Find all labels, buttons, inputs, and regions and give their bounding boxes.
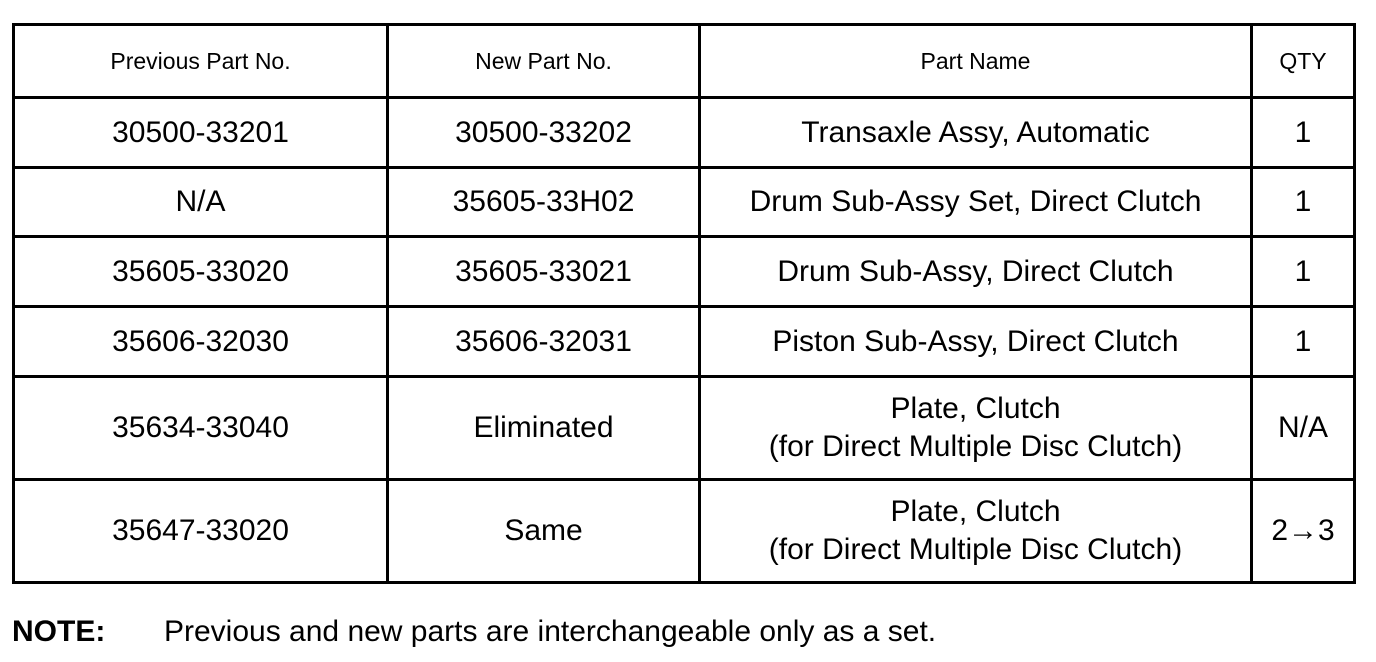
- part-name-line: Transaxle Assy, Automatic: [801, 115, 1150, 149]
- header-previous-part-no: Previous Part No.: [14, 25, 388, 98]
- table-row: [14, 167, 1355, 237]
- previous-part-no-cell: 35634-33040: [14, 376, 388, 479]
- previous-part-no-cell: 35647-33020: [14, 479, 388, 582]
- table-row: [14, 479, 1355, 582]
- qty-cell: 2→3: [1252, 479, 1355, 582]
- part-name-cell: [700, 479, 1252, 582]
- previous-part-no-cell: 35606-32030: [14, 307, 388, 377]
- new-part-no-cell: 35606-32031: [388, 307, 700, 377]
- qty-cell: 1: [1252, 167, 1355, 237]
- part-name-line: Plate, Clutch: [890, 392, 1061, 426]
- note-text: Previous and new parts are interchangeable only as a set.: [164, 615, 937, 648]
- table-row: [14, 237, 1355, 307]
- header-new-part-no: New Part No.: [388, 25, 700, 98]
- part-name-line: Drum Sub-Assy, Direct Clutch: [777, 255, 1174, 289]
- parts-table: [12, 23, 1356, 584]
- table-row: [14, 98, 1355, 168]
- part-name-line: Piston Sub-Assy, Direct Clutch: [772, 324, 1179, 358]
- part-name-cell: [700, 237, 1252, 307]
- header-part-name: Part Name: [700, 25, 1252, 98]
- part-name-line: (for Direct Multiple Disc Clutch): [768, 429, 1183, 463]
- new-part-no-cell: Same: [388, 479, 700, 582]
- qty-cell: 1: [1252, 307, 1355, 377]
- note: [12, 615, 936, 649]
- qty-cell: 1: [1252, 98, 1355, 168]
- qty-cell: 1: [1252, 237, 1355, 307]
- part-name-cell: [700, 167, 1252, 237]
- part-name-cell: [700, 307, 1252, 377]
- header-row: [14, 25, 1355, 98]
- part-name-line: (for Direct Multiple Disc Clutch): [768, 532, 1183, 566]
- new-part-no-cell: Eliminated: [388, 376, 700, 479]
- qty-cell: N/A: [1252, 376, 1355, 479]
- new-part-no-cell: 30500-33202: [388, 98, 700, 168]
- previous-part-no-cell: 35605-33020: [14, 237, 388, 307]
- table-row: [14, 376, 1355, 479]
- header-qty: QTY: [1252, 25, 1355, 98]
- part-name-line: Drum Sub-Assy Set, Direct Clutch: [749, 185, 1202, 219]
- part-name-cell: [700, 376, 1252, 479]
- part-name-line: Plate, Clutch: [890, 495, 1061, 529]
- previous-part-no-cell: 30500-33201: [14, 98, 388, 168]
- new-part-no-cell: 35605-33021: [388, 237, 700, 307]
- note-label: NOTE:: [12, 615, 106, 648]
- previous-part-no-cell: N/A: [14, 167, 388, 237]
- new-part-no-cell: 35605-33H02: [388, 167, 700, 237]
- table-row: [14, 307, 1355, 377]
- part-name-cell: [700, 98, 1252, 168]
